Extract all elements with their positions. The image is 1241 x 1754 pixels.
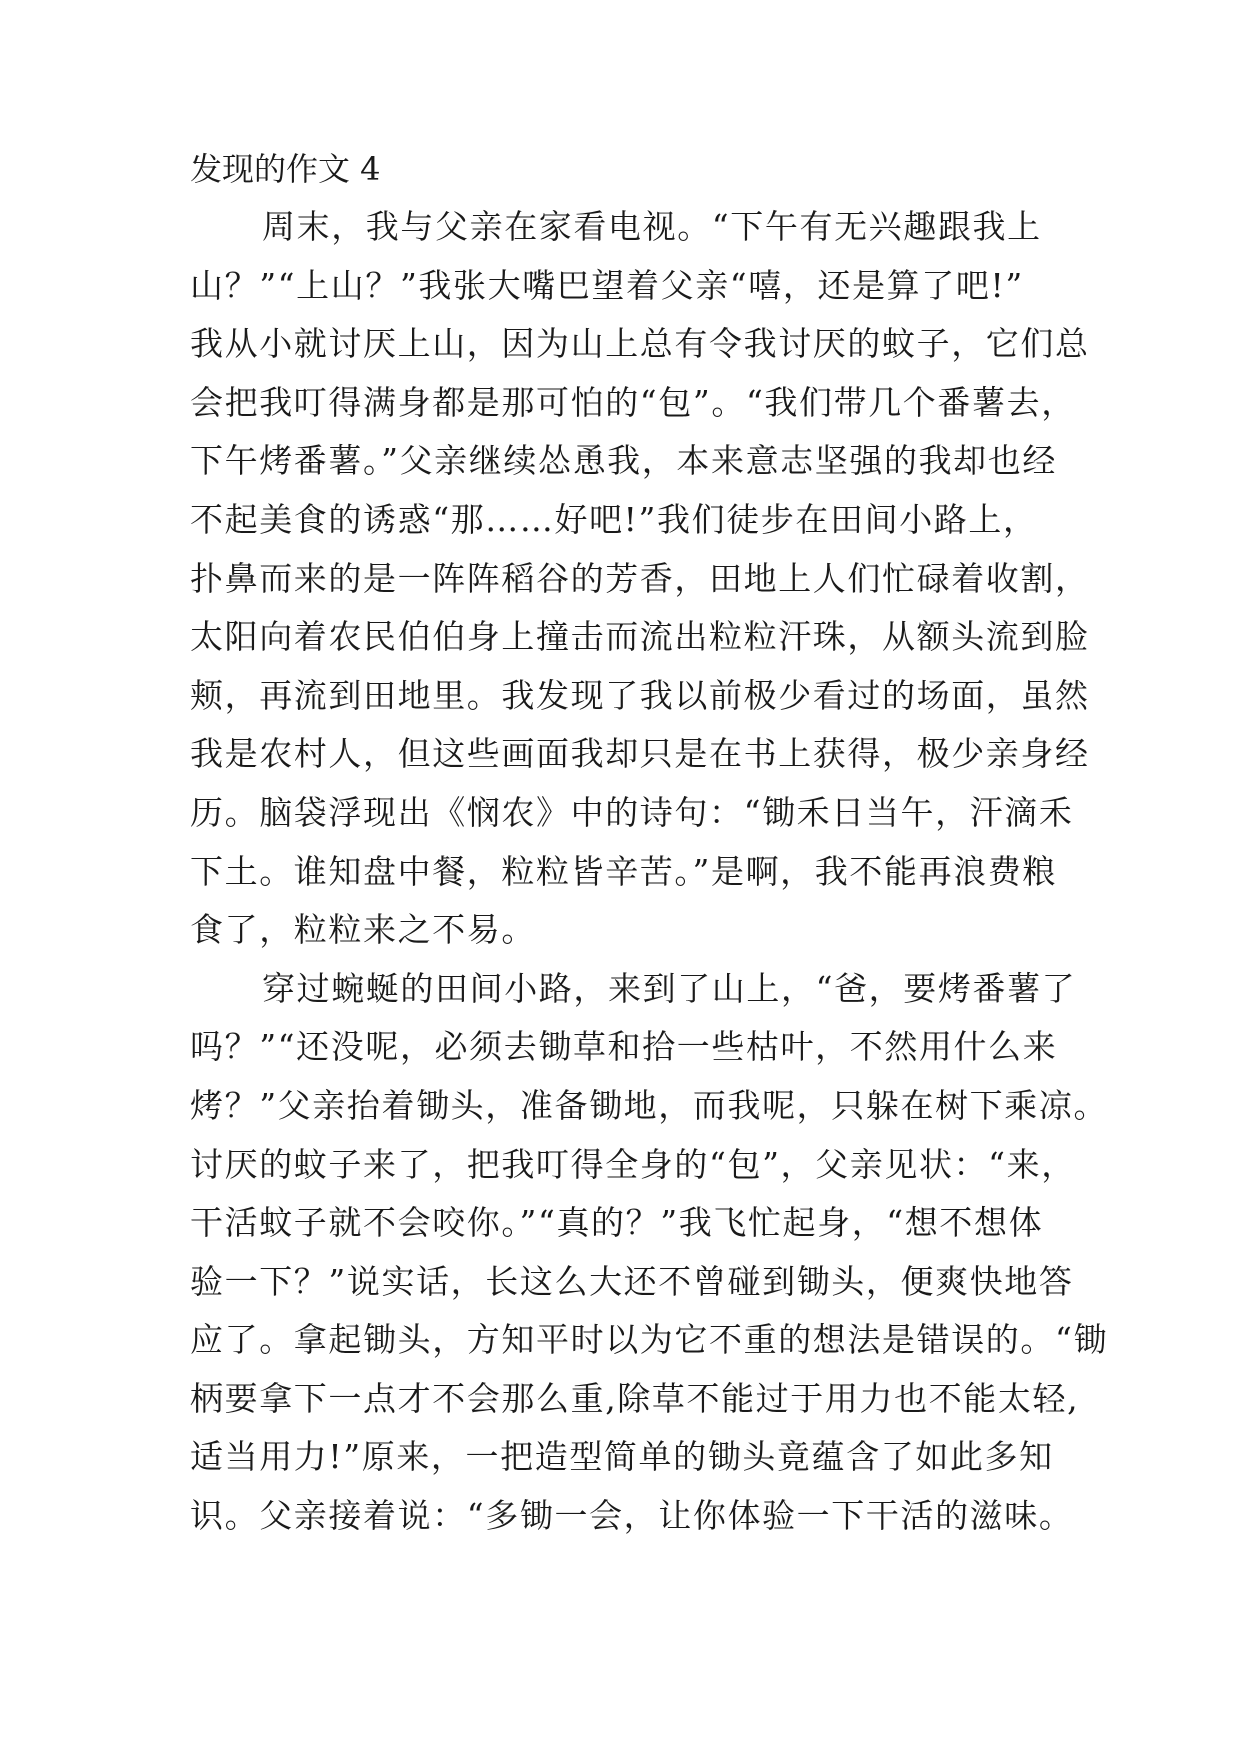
paragraph-line: 颊，再流到田地里。我发现了我以前极少看过的场面，虽然: [190, 675, 1090, 715]
paragraph-line: 扑鼻而来的是一阵阵稻谷的芳香，田地上人们忙碌着收割，: [190, 558, 1090, 598]
paragraph-line: 应了。拿起锄头，方知平时以为它不重的想法是错误的。“锄: [190, 1320, 1109, 1360]
paragraph-line: 周末，我与父亲在家看电视。“下午有无兴趣跟我上: [262, 207, 1042, 246]
document-page: [190, 140, 1109, 1546]
paragraph-line: 下土。谁知盘中餐，粒粒皆辛苦。”是啊，我不能再浪费粮: [190, 851, 1057, 891]
document-title: 发现的作文 4: [190, 150, 381, 188]
paragraph-line: 我从小就讨厌上山，因为山上总有令我讨厌的蚊子，它们总: [190, 324, 1090, 364]
paragraph-line: 讨厌的蚊子来了，把我叮得全身的“包”，父亲见状：“来，: [190, 1144, 1076, 1184]
paragraph-line: 太阳向着农民伯伯身上撞击而流出粒粒汗珠，从额头流到脸: [190, 617, 1090, 657]
paragraph-line: 山？”“上山？”我张大嘴巴望着父亲“嘻，还是算了吧!”: [190, 265, 1024, 305]
paragraph-line: 历。脑袋浮现出《悯农》中的诗句：“锄禾日当午，汗滴禾: [190, 792, 1074, 832]
paragraph-line: 适当用力!”原来，一把造型简单的锄头竟蕴含了如此多知: [190, 1437, 1054, 1477]
paragraph-line: 我是农村人，但这些画面我却只是在书上获得，极少亲身经: [190, 734, 1090, 774]
paragraph-1: [190, 198, 1090, 960]
paragraph-line: 穿过蜿蜒的田间小路，来到了山上，“爸，要烤番薯了: [262, 968, 1077, 1008]
paragraph-line: 验一下？”说实话，长这么大还不曾碰到锄头，便爽快地答: [190, 1261, 1074, 1301]
paragraph-line: 柄要拿下一点才不会那么重,除草不能过于用力也不能太轻,: [190, 1378, 1080, 1418]
paragraph-line: 下午烤番薯。”父亲继续怂恿我，本来意志坚强的我却也经: [190, 441, 1057, 481]
paragraph-line: 食了，粒粒来之不易。: [190, 910, 536, 950]
paragraph-2: [190, 960, 1109, 1546]
paragraph-line: 会把我叮得满身都是那可怕的“包”。“我们带几个番薯去，: [190, 382, 1076, 422]
paragraph-line: 不起美食的诱惑“那……好吧!”我们徒步在田间小路上，: [190, 499, 1038, 539]
paragraph-line: 识。父亲接着说：“多锄一会，让你体验一下干活的滋味。: [190, 1496, 1074, 1536]
paragraph-line: 烤？”父亲抬着锄头，准备锄地，而我呢，只躲在树下乘凉。: [190, 1085, 1109, 1125]
paragraph-line: 吗？”“还没呢，必须去锄草和拾一些枯叶，不然用什么来: [190, 1027, 1058, 1067]
paragraph-line: 干活蚊子就不会咬你。”“真的？”我飞忙起身，“想不想体: [190, 1203, 1044, 1243]
